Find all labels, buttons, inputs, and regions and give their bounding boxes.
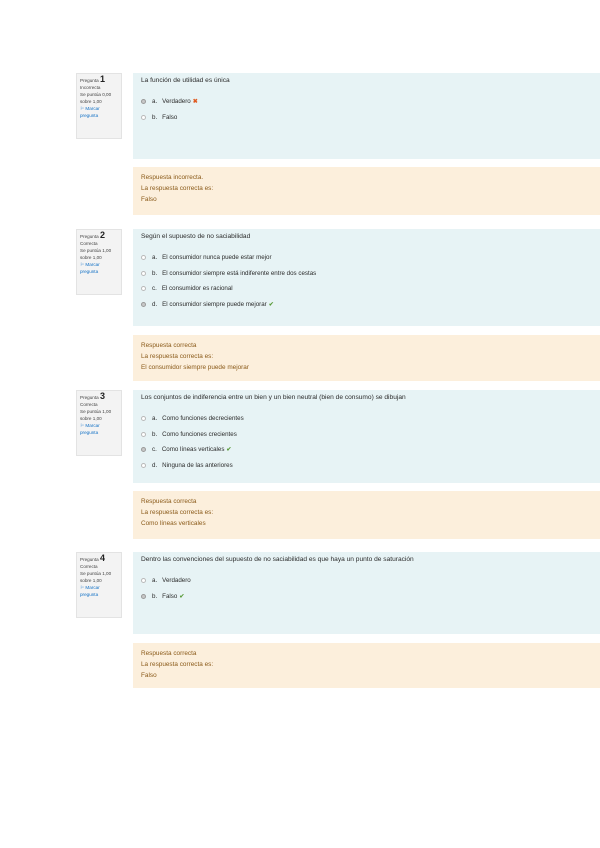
flag-question-button[interactable]: ⚐ Marcar pregunta <box>80 423 100 435</box>
question-text: Dentro las convenciones del supuesto de no saciabilidad es que haya un punto de saturación <box>141 556 414 563</box>
answer-list <box>141 94 592 125</box>
answer-option[interactable]: b. Como funciones crecientes <box>141 427 592 443</box>
question-grade: Se puntúa 1,00 <box>80 248 112 253</box>
question-label: Pregunta <box>80 78 99 83</box>
question-grade: Se puntúa 1,00 <box>80 571 112 576</box>
flag-question-button[interactable]: ⚐ Marcar pregunta <box>80 106 100 118</box>
feedback-box <box>133 643 600 688</box>
question-formulation <box>133 229 600 326</box>
question-formulation <box>133 73 600 159</box>
answer-option[interactable]: a. Como funciones decrecientes <box>141 411 592 427</box>
radio-button[interactable] <box>141 255 146 260</box>
right-answer: Falso <box>141 672 157 679</box>
answer-list <box>141 573 592 604</box>
question-text: Según el supuesto de no saciabilidad <box>141 233 251 240</box>
answer-option[interactable]: b. Falso <box>141 110 592 126</box>
correct-icon: ✔ <box>268 300 274 308</box>
radio-button[interactable] <box>141 99 146 104</box>
question-info: Pregunta 4 Correcta Se puntúa 1,00 sobre 1,00 ⚐ Marcar pregunta <box>76 552 122 618</box>
answer-option[interactable]: c. Como líneas verticales ✔ <box>141 442 592 458</box>
right-answer: Falso <box>141 196 157 203</box>
incorrect-icon: ✖ <box>192 98 198 106</box>
radio-button[interactable] <box>141 416 146 421</box>
question-state: Correcta <box>80 564 98 569</box>
right-answer-label: La respuesta correcta es: <box>141 353 214 360</box>
question-max-grade: sobre 1,00 <box>80 99 102 104</box>
radio-button[interactable] <box>141 286 146 291</box>
right-answer: Como líneas verticales <box>141 520 206 527</box>
answer-option[interactable]: d. Ninguna de las anteriores <box>141 458 592 474</box>
answer-option[interactable]: b. Falso ✔ <box>141 589 592 605</box>
answer-list <box>141 411 592 473</box>
question-formulation <box>133 390 600 483</box>
question-grade: Se puntúa 1,00 <box>80 409 112 414</box>
question-info <box>76 73 122 139</box>
question-state: Correcta <box>80 241 98 246</box>
right-answer-label: La respuesta correcta es: <box>141 185 214 192</box>
answer-list <box>141 250 592 312</box>
feedback-title: Respuesta correcta <box>141 498 197 505</box>
flag-question-button[interactable]: ⚐ Marcar pregunta <box>80 262 100 274</box>
right-answer-label: La respuesta correcta es: <box>141 509 214 516</box>
question-formulation <box>133 552 600 634</box>
correct-icon: ✔ <box>179 592 185 600</box>
feedback-title: Respuesta incorrecta. <box>141 174 204 181</box>
feedback-box <box>133 167 600 215</box>
answer-option[interactable]: b. El consumidor siempre está indiferente entre dos cestas <box>141 266 592 282</box>
right-answer: El consumidor siempre puede mejorar <box>141 364 249 371</box>
radio-button[interactable] <box>141 302 146 307</box>
answer-option[interactable]: a. Verdadero <box>141 573 592 589</box>
radio-button[interactable] <box>141 578 146 583</box>
question-number: 1 <box>99 74 105 84</box>
answer-option[interactable]: c. El consumidor es racional <box>141 281 592 297</box>
correct-icon: ✔ <box>226 446 232 454</box>
feedback-title: Respuesta correcta <box>141 650 197 657</box>
question-max-grade: sobre 1,00 <box>80 255 102 260</box>
flag-icon: ⚐ <box>80 585 85 590</box>
flag-icon: ⚐ <box>80 262 85 267</box>
question-state: Incorrecta <box>80 85 101 90</box>
question-max-grade: sobre 1,00 <box>80 578 102 583</box>
feedback-box <box>133 491 600 539</box>
flag-icon: ⚐ <box>80 106 85 111</box>
radio-button[interactable] <box>141 447 146 452</box>
answer-option[interactable]: d. El consumidor siempre puede mejorar ✔ <box>141 297 592 313</box>
feedback-title: Respuesta correcta <box>141 342 197 349</box>
radio-button[interactable] <box>141 271 146 276</box>
question-text: Los conjuntos de indiferencia entre un bien y un bien neutral (bien de consumo) se dibujan <box>141 394 406 401</box>
question-max-grade: sobre 1,00 <box>80 416 102 421</box>
question-state: Correcta <box>80 402 98 407</box>
flag-question-button[interactable]: ⚐ Marcar pregunta <box>80 585 100 597</box>
question-grade: Se puntúa 0,00 <box>80 92 112 97</box>
question-text: La función de utilidad es única <box>141 77 230 84</box>
radio-button[interactable] <box>141 115 146 120</box>
feedback-box <box>133 335 600 381</box>
question-info: Pregunta 3 Correcta Se puntúa 1,00 sobre 1,00 ⚐ Marcar pregunta <box>76 390 122 456</box>
radio-button[interactable] <box>141 463 146 468</box>
flag-icon: ⚐ <box>80 423 85 428</box>
radio-button[interactable] <box>141 432 146 437</box>
answer-option[interactable]: a. El consumidor nunca puede estar mejor <box>141 250 592 266</box>
radio-button[interactable] <box>141 594 146 599</box>
question-info: Pregunta 2 Correcta Se puntúa 1,00 sobre 1,00 ⚐ Marcar pregunta <box>76 229 122 295</box>
right-answer-label: La respuesta correcta es: <box>141 661 214 668</box>
answer-option[interactable]: a. Verdadero ✖ <box>141 94 592 110</box>
